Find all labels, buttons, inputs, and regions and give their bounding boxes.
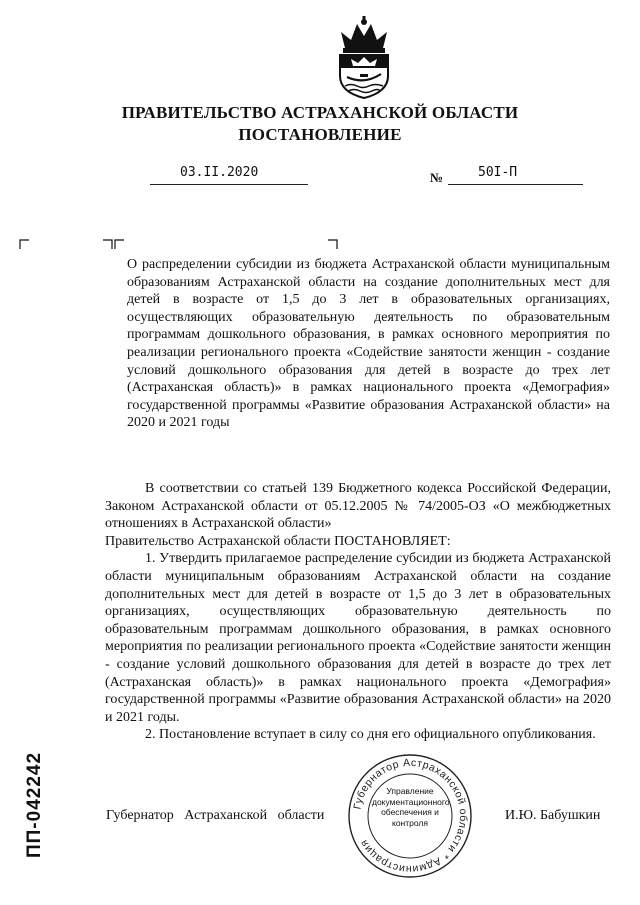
decree-body bbox=[105, 480, 611, 744]
stamp-ring-text: Губернатор Астраханской области * Администрация bbox=[351, 756, 470, 876]
corner-mark-mid-left bbox=[114, 239, 124, 249]
coat-of-arms-emblem bbox=[331, 14, 397, 100]
official-stamp bbox=[346, 752, 474, 880]
document-number: 50I-П bbox=[478, 165, 518, 180]
item-2-paragraph: 2. Постановление вступает в силу со дня его официального опубликования. bbox=[145, 727, 596, 743]
document-date: 03.II.2020 bbox=[180, 165, 259, 180]
corner-mark-mid-right bbox=[103, 239, 113, 249]
item-1-paragraph: 1. Утвердить прилагаемое распределение субсидии из бюджета Астраханской области муниципальным образованиям Астраханской области на создание дополнительных мест для детей в возрасте от 1,5 до 3 лет в образовательных организациях, осуществляющих образовательную деятельность по образовательным программам дошкольного образования, в рамках основного мероприятия по реализации регионального проекта «Содействие занятости женщин - создание условий дошкольного образования для детей в возрасте до трех лет (Астраханская область)» в рамках национального проекта «Демография» государственной программы «Развитие образования Астраханской области» на 2020 и 2021 годы. bbox=[105, 551, 611, 725]
preamble-paragraph: В соответствии со статьей 139 Бюджетного кодекса Российской Федерации, Законом Астраханской области от 05.12.2005 № 74/2005-ОЗ «О межбюджетных отношениях в Астраханской области» bbox=[105, 481, 611, 532]
government-heading: ПРАВИТЕЛЬСТВО АСТРАХАНСКОЙ ОБЛАСТИ bbox=[121, 103, 519, 122]
signatory-title: Губернатор Астраханской области bbox=[106, 808, 325, 823]
corner-mark-left bbox=[19, 239, 29, 249]
decree-subject: О распределении субсидии из бюджета Астраханской области муниципальным образованиям Астраханской области на создание дополнительных мест для детей в возрасте от 1,5 до 3 лет в образовательных организациях, осуществляющих образовательную деятельность по образовательным программам дошкольного образования, в рамках основного мероприятия по реализации регионального проекта «Содействие занятости женщин - создание условий дошкольного образования для детей в возрасте до трех лет (Астраханская область)» в рамках национального проекта «Демография» государственной программы «Развитие образования Астраханской области» на 2020 и 2021 годы bbox=[127, 257, 610, 431]
number-sign: № bbox=[430, 170, 444, 185]
corner-mark-right bbox=[328, 239, 338, 249]
signatory-name: И.Ю. Бабушкин bbox=[505, 808, 601, 823]
resolves-line: Правительство Астраханской области ПОСТАНОВЛЯЕТ: bbox=[105, 533, 451, 549]
stamp-center-text: Управление документационного обеспечения и контроля bbox=[372, 786, 450, 828]
side-registration-code bbox=[12, 740, 52, 860]
document-type-heading: ПОСТАНОВЛЕНИЕ bbox=[238, 125, 402, 144]
side-code-text: ПП-042242 bbox=[24, 751, 45, 858]
